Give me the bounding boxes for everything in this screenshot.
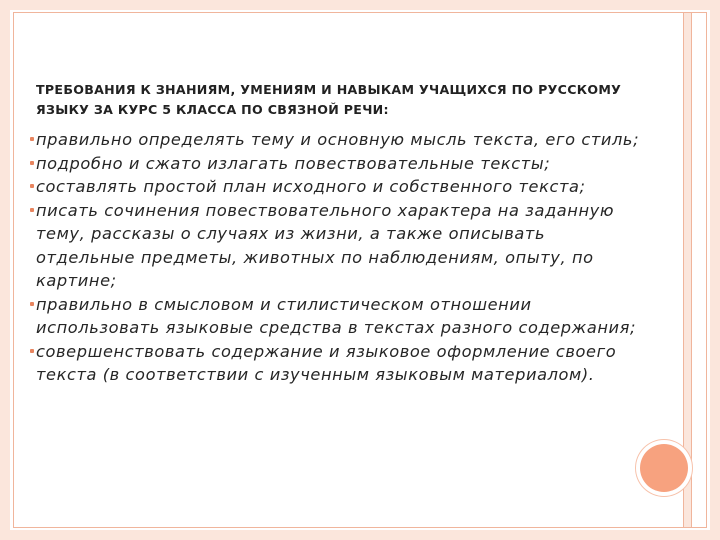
list-item-text: совершенствовать содержание и языковое оформление своего текста (в соответствии с изученным языковым материалом). [36,341,617,384]
right-decorative-band [684,13,691,527]
bullet-icon [30,208,34,212]
list-item-text: подробно и сжато излагать повествовательные тексты; [36,153,551,173]
list-item [30,175,640,199]
list-item-text: писать сочинения повествовательного характера на заданную тему, рассказы о случаях из жизни, а также описывать отдельные предметы, животных по наблюдениям, опыту, по картине; [36,200,615,290]
requirements-list [30,128,640,387]
list-item-text: правильно определять тему и основную мысль текста, его стиль; [36,130,640,149]
bullet-icon [30,137,34,141]
bullet-icon [30,184,34,188]
list-item-text: правильно в смысловом и стилистическом отношении использовать языковые средства в текстах разного содержания; [36,294,637,337]
list-item [30,128,640,152]
list-item [30,340,640,387]
right-band-border-left [683,13,684,527]
right-band-border-right [691,13,692,527]
list-item [30,293,640,340]
bullet-icon [30,349,34,353]
list-item-text: составлять простой план исходного и собственного текста; [36,177,586,196]
bullet-icon [30,302,34,306]
bullet-icon [30,161,34,165]
slide-title: ТРЕБОВАНИЯ К ЗНАНИЯМ, УМЕНИЯМ И НАВЫКАМ УЧАЩИХСЯ ПО РУССКОМУ ЯЗЫКУ ЗА КУРС 5 КЛАССА ПО СВЯЗНОЙ РЕЧИ: [36,82,622,117]
list-item [30,152,640,176]
accent-circle [640,444,688,492]
list-item [30,199,640,293]
